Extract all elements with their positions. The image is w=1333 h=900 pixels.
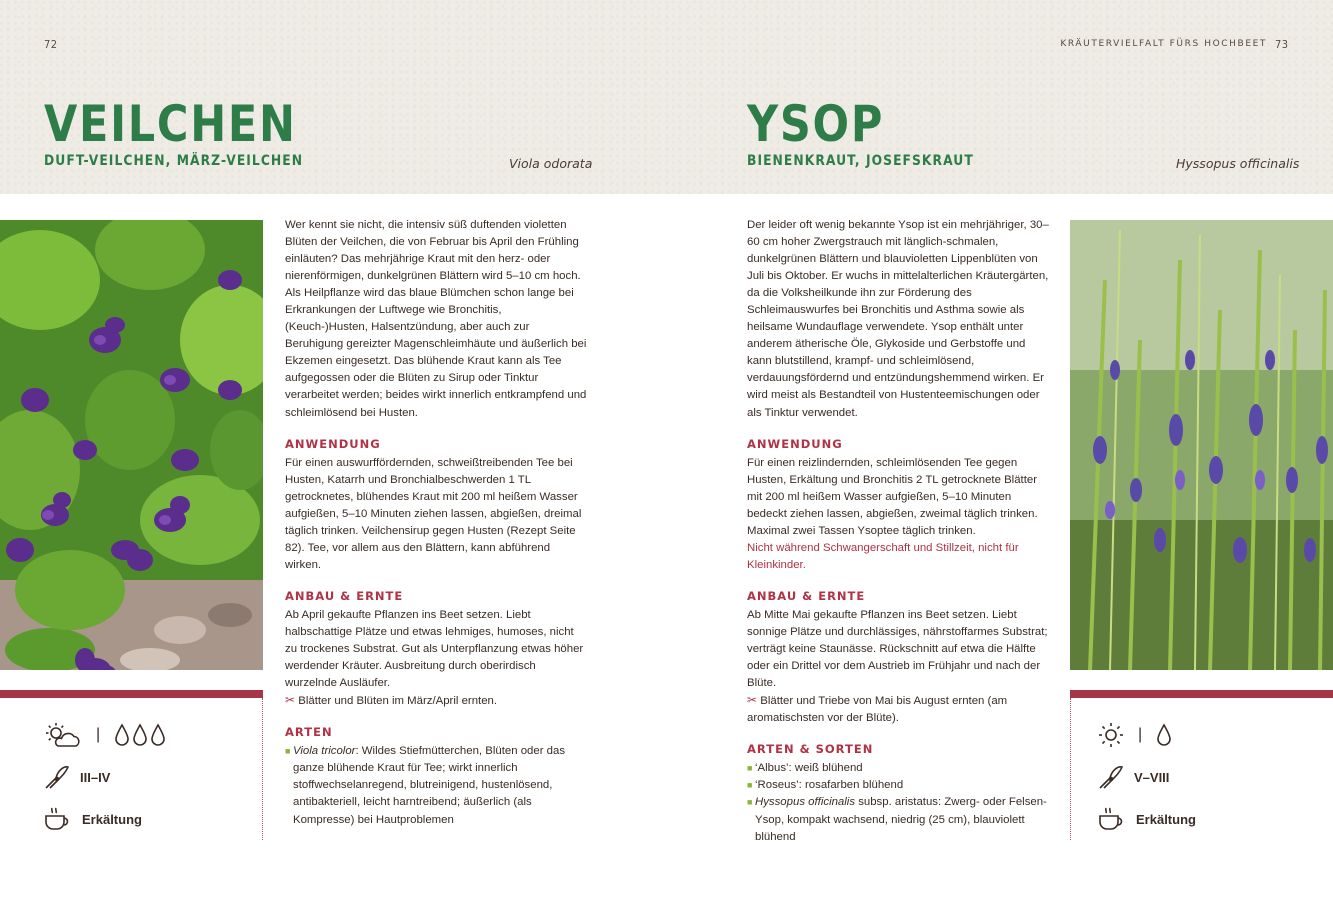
plant-title-ysop: YSOP bbox=[747, 95, 885, 153]
water-drop-icon bbox=[1156, 723, 1172, 747]
arten-text: ‘Albus’: weiß blühend bbox=[755, 762, 863, 775]
text-column-ysop bbox=[747, 217, 1049, 846]
arten-text: subsp. aristatus: Zwerg- oder Felsen-Ysop, kompakt wachsend, niedrig (25 cm), blauviolett blühend bbox=[755, 796, 1047, 843]
arten-text: : Wildes Stiefmütterchen, Blüten oder das ganze blühende Kraut für Tee; wirkt innerlich stoffwechselanregend, blutreinigend, hustenlösend, antibakteriell, leicht harntreibend; äußerlich (als Kompresse) bei Hautproblemen bbox=[293, 745, 566, 826]
separator: | bbox=[1138, 726, 1143, 743]
info-row-harvest bbox=[1098, 762, 1169, 792]
list-item bbox=[747, 760, 1049, 777]
info-row-light-water bbox=[44, 720, 166, 750]
anbau-body-ysop: Ab Mitte Mai gekaufte Pflanzen ins Beet setzen. Liebt sonnige Plätze und durchlässiges, nährstoffarmes Substrat; verträgt keine Staunässe. Rückschnitt auf etwa die Hälfte oder ein Drittel vor dem Austrieb im Frühjahr und nach der Blüte. bbox=[747, 608, 1048, 690]
bullet-icon: ■ bbox=[747, 797, 753, 808]
info-box-ysop bbox=[1070, 698, 1333, 840]
list-item bbox=[747, 777, 1049, 794]
pruning-shears-icon bbox=[44, 764, 70, 790]
plant-subtitle-veilchen: DUFT-VEILCHEN, MÄRZ-VEILCHEN bbox=[44, 153, 304, 169]
plant-subtitle-ysop: BIENENKRAUT, JOSEFSKRAUT bbox=[747, 153, 974, 169]
latin-name-veilchen: Viola odorata bbox=[509, 156, 593, 171]
water-drops-icon bbox=[114, 723, 166, 747]
pruning-shears-icon bbox=[1098, 764, 1124, 790]
heading-anwendung-ysop: ANWENDUNG bbox=[747, 436, 843, 451]
info-box-veilchen bbox=[0, 698, 263, 840]
sun-icon bbox=[1098, 722, 1124, 748]
heading-anbau-veilchen: ANBAU & ERNTE bbox=[285, 588, 404, 603]
photo-violets bbox=[0, 220, 263, 670]
intro-veilchen: Wer kennt sie nicht, die intensiv süß duftenden violetten Blüten der Veilchen, die von Februar bis April den Frühling einläuten? Das mehrjährige Kraut mit den herz- oder nierenförmigen, dunkelgrünen Blättern wird 5–10 cm hoch. Als Heilpflanze wird das blaue Blümchen schon lange bei Erkrankungen der Luftwege wie Bronchitis, (Keuch-)Husten, Halsentzündung, aber auch zur Beruhigung gereizter Magenschleimhäute und äußerlich bei Ekzemen eingesetzt. Das blühende Kraut kann als Tee aufgegossen oder die Blüten zu Sirup oder Tinktur verarbeitet werden; beides wirkt innerlich entkrampfend und schleimlösend bei Husten. bbox=[285, 219, 587, 419]
list-item bbox=[747, 794, 1049, 845]
harvest-text-ysop: Blätter und Triebe von Mai bis August ernten (am aromatischsten vor der Blüte). bbox=[747, 695, 1008, 725]
anbau-text-ysop bbox=[747, 607, 1049, 727]
info-row-light-water bbox=[1098, 720, 1172, 750]
arten-latin: Hyssopus officinalis bbox=[755, 796, 856, 809]
use-label: Erkältung bbox=[1136, 811, 1196, 827]
info-row-harvest bbox=[44, 762, 110, 792]
bullet-icon: ■ bbox=[747, 763, 753, 774]
intro-ysop: Der leider oft wenig bekannte Ysop ist ein mehrjähriger, 30–60 cm hoher Zwergstrauch mit länglich-schmalen, dunkelgrünen Blättern und blauvioletten Lippenblüten von Juli bis Oktober. Er wuchs in mittelalterlichen Kräutergärten, da die Volksheilkunde ihn zur Förderung des Schleimauswurfes bei Bronchitis und Asthma sowie als heilsame Wundauflage verwendete. Ysop enthält unter anderem ätherische Öle, Glykoside und Gerbstoffe und kann blutstillend, krampf- und schleimlösend, verdauungsfördernd und entzündungshemmend wirken. Er wird meist als Bestandteil von Hustenteemischungen oder als Tinktur verwendet. bbox=[747, 219, 1049, 419]
divider-bar-left bbox=[0, 690, 263, 698]
heading-arten-veilchen: ARTEN bbox=[285, 725, 333, 740]
anwendung-text-ysop: Für einen reizlindernden, schleimlösenden Tee gegen Husten, Erkältung und Bronchitis 2 TL getrocknete Blätter mit 200 ml heißem Wasser aufgießen, 5–10 Minuten bedeckt ziehen lassen, abgießen, zweimal täglich trinken. Maximal zwei Tassen Ysoptee täglich trinken. bbox=[747, 456, 1038, 537]
harvest-months: V–VIII bbox=[1134, 769, 1170, 785]
photo-hyssop bbox=[1070, 220, 1333, 670]
warning-ysop: Nicht während Schwangerschaft und Stillzeit, nicht für Kleinkinder. bbox=[747, 541, 1019, 571]
bullet-icon: ■ bbox=[747, 780, 753, 791]
divider-bar-right bbox=[1070, 690, 1333, 698]
tea-cup-icon bbox=[44, 806, 72, 832]
sun-cloud-icon bbox=[44, 722, 82, 748]
scissors-icon: ✂ bbox=[285, 693, 296, 708]
heading-arten-ysop: ARTEN & SORTEN bbox=[747, 742, 874, 757]
info-row-use bbox=[44, 804, 142, 834]
anbau-text-veilchen bbox=[285, 607, 587, 710]
heading-anwendung-veilchen: ANWENDUNG bbox=[285, 436, 381, 451]
separator: | bbox=[96, 726, 101, 743]
page-number-left: 72 bbox=[44, 38, 58, 51]
harvest-months: III–IV bbox=[80, 769, 111, 785]
use-label: Erkältung bbox=[82, 811, 142, 827]
scissors-icon: ✂ bbox=[747, 693, 758, 708]
text-column-veilchen bbox=[285, 217, 587, 829]
plant-title-veilchen: VEILCHEN bbox=[44, 95, 297, 153]
harvest-text-veilchen: Blätter und Blüten im März/April ernten. bbox=[298, 695, 498, 708]
bullet-icon: ■ bbox=[285, 746, 291, 757]
info-row-use bbox=[1098, 804, 1196, 834]
arten-latin: Viola tricolor bbox=[293, 745, 356, 758]
tea-cup-icon bbox=[1098, 806, 1126, 832]
heading-anbau-ysop: ANBAU & ERNTE bbox=[747, 588, 866, 603]
latin-name-ysop: Hyssopus officinalis bbox=[1176, 156, 1300, 171]
arten-text: ‘Roseus’: rosafarben blühend bbox=[755, 779, 904, 792]
page-number-right: 73 bbox=[1275, 38, 1289, 51]
running-head: KRÄUTERVIELFALT FÜRS HOCHBEET bbox=[1060, 39, 1267, 49]
list-item bbox=[285, 743, 587, 828]
anbau-body-veilchen: Ab April gekaufte Pflanzen ins Beet setzen. Liebt halbschattige Plätze und etwas lehmiges, humoses, nicht zu trockenes Substrat. Gut als Unterpflanzung etwas höher werdender Kräuter. Ausbreitung durch oberirdisch wurzelnde Ausläufer. bbox=[285, 608, 584, 690]
anwendung-text-veilchen: Für einen auswurffördernden, schweißtreibenden Tee bei Husten, Katarrh und Bronchialbeschwerden 1 TL getrocknetes, blühendes Kraut mit 200 ml heißem Wasser aufgießen, 5–10 Minuten ziehen lassen, abgießen, dreimal täglich trinken. Veilchensirup gegen Husten (Rezept Seite 82). Tee, vor allem aus den Blättern, kann abführend wirken. bbox=[285, 456, 582, 571]
